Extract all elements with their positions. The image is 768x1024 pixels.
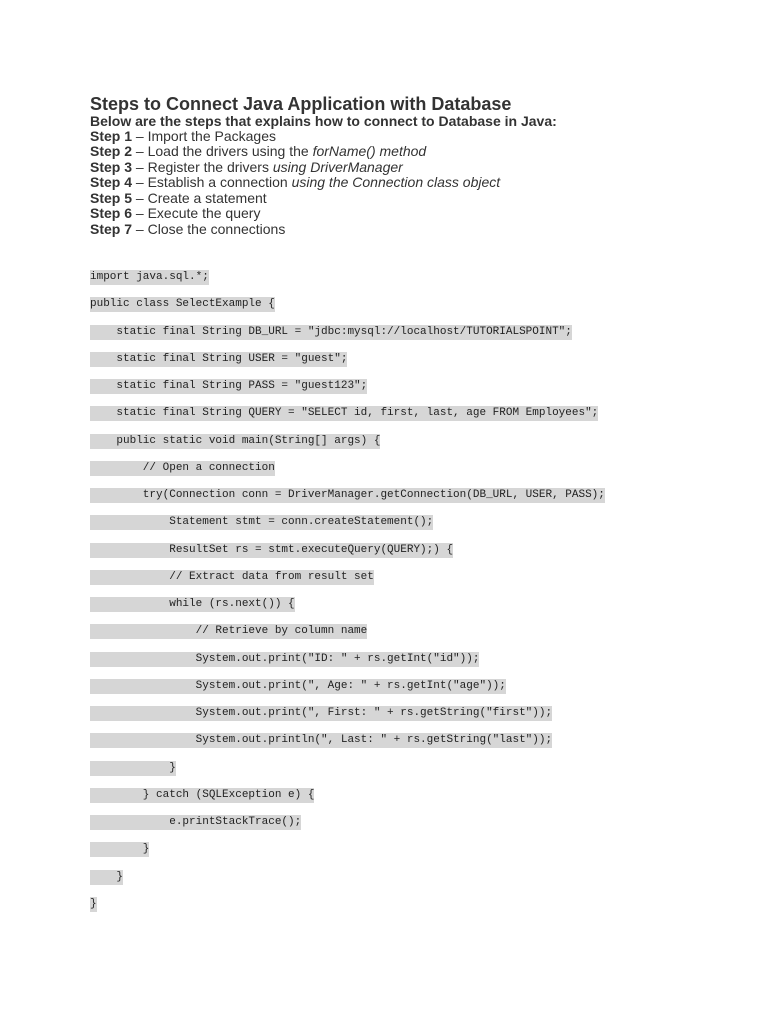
step-text: Register the drivers [147, 158, 273, 175]
code-line [90, 622, 605, 649]
step-item [90, 129, 500, 145]
code-line [90, 459, 605, 486]
code-line-text: static final String DB_URL = "jdbc:mysql://localhost/TUTORIALSPOINT"; [90, 325, 572, 338]
code-line-text: // Extract data from result set [90, 570, 374, 583]
code-line-text: } [90, 870, 124, 883]
code-line-text: public static void main(String[] args) { [90, 434, 381, 447]
code-line [90, 868, 605, 895]
code-line [90, 323, 605, 350]
steps-list [90, 129, 500, 238]
step-label: Step 5 [90, 189, 133, 206]
code-line-text: ResultSet rs = stmt.executeQuery(QUERY);) { [90, 543, 454, 556]
step-separator: – [132, 189, 148, 206]
code-line [90, 595, 605, 622]
step-item [90, 144, 500, 160]
code-line [90, 377, 605, 404]
step-text: Execute the query [147, 205, 261, 222]
intro-text: Below are the steps that explains how to connect to Database in Java: [90, 113, 557, 129]
step-label: Step 3 [90, 158, 133, 175]
code-line-text: public class SelectExample { [90, 298, 275, 311]
step-separator: – [132, 205, 148, 222]
code-line-text: System.out.print(", Age: " + rs.getInt("age")); [90, 679, 506, 692]
code-line-text: try(Connection conn = DriverManager.getConnection(DB_URL, USER, PASS); [90, 489, 605, 501]
code-block [90, 268, 605, 922]
step-emphasis: using the Connection class object [291, 174, 501, 191]
code-line-text: } [90, 843, 150, 856]
code-line [90, 513, 605, 540]
step-separator: – [132, 127, 148, 144]
step-emphasis: forName() method [312, 143, 427, 160]
code-line-text: System.out.println(", Last: " + rs.getString("last")); [90, 734, 553, 747]
code-line-text: static final String PASS = "guest123"; [90, 380, 368, 392]
code-line [90, 895, 605, 922]
page-title: Steps to Connect Java Application with Database [90, 94, 512, 114]
code-line-text: e.printStackTrace(); [90, 816, 302, 828]
code-line [90, 432, 605, 459]
step-label: Step 6 [90, 205, 133, 222]
code-line [90, 813, 605, 840]
code-line-text: static final String QUERY = "SELECT id, first, last, age FROM Employees"; [90, 407, 599, 420]
code-line-text: while (rs.next()) { [90, 598, 295, 610]
step-text: Close the connections [147, 221, 286, 238]
code-line-text: } catch (SQLException e) { [90, 788, 315, 801]
step-item [90, 175, 500, 191]
code-line [90, 677, 605, 704]
code-line-text: static final String USER = "guest"; [90, 352, 348, 365]
step-label: Step 4 [90, 174, 133, 191]
step-label: Step 2 [90, 143, 133, 160]
step-item [90, 160, 500, 176]
step-separator: – [132, 158, 148, 175]
step-separator: – [132, 143, 148, 160]
code-line [90, 486, 605, 513]
code-line [90, 541, 605, 568]
code-line-text: // Open a connection [90, 461, 275, 474]
step-item [90, 206, 500, 222]
code-line [90, 704, 605, 731]
code-line [90, 568, 605, 595]
step-item [90, 191, 500, 207]
step-text: Create a statement [147, 189, 267, 206]
step-label: Step 7 [90, 221, 133, 238]
step-separator: – [132, 174, 148, 191]
step-separator: – [132, 221, 148, 238]
code-line [90, 731, 605, 758]
code-line [90, 840, 605, 867]
step-text: Establish a connection [147, 174, 292, 191]
code-line [90, 404, 605, 431]
code-line [90, 650, 605, 677]
code-line-text: Statement stmt = conn.createStatement(); [90, 516, 434, 529]
code-line [90, 786, 605, 813]
step-item [90, 222, 500, 238]
code-line-text: import java.sql.*; [90, 271, 209, 283]
code-line-text: System.out.print(", First: " + rs.getString("first")); [90, 707, 553, 719]
code-line [90, 295, 605, 322]
step-emphasis: using DriverManager [272, 158, 403, 175]
code-line-text: System.out.print("ID: " + rs.getInt("id")); [90, 652, 480, 665]
step-label: Step 1 [90, 127, 133, 144]
code-line-text: } [90, 761, 176, 774]
step-text: Load the drivers using the [147, 143, 313, 160]
code-line [90, 268, 605, 295]
code-line [90, 350, 605, 377]
step-text: Import the Packages [147, 127, 276, 144]
code-line-text: } [90, 897, 97, 910]
code-line [90, 759, 605, 786]
code-line-text: // Retrieve by column name [90, 625, 368, 638]
